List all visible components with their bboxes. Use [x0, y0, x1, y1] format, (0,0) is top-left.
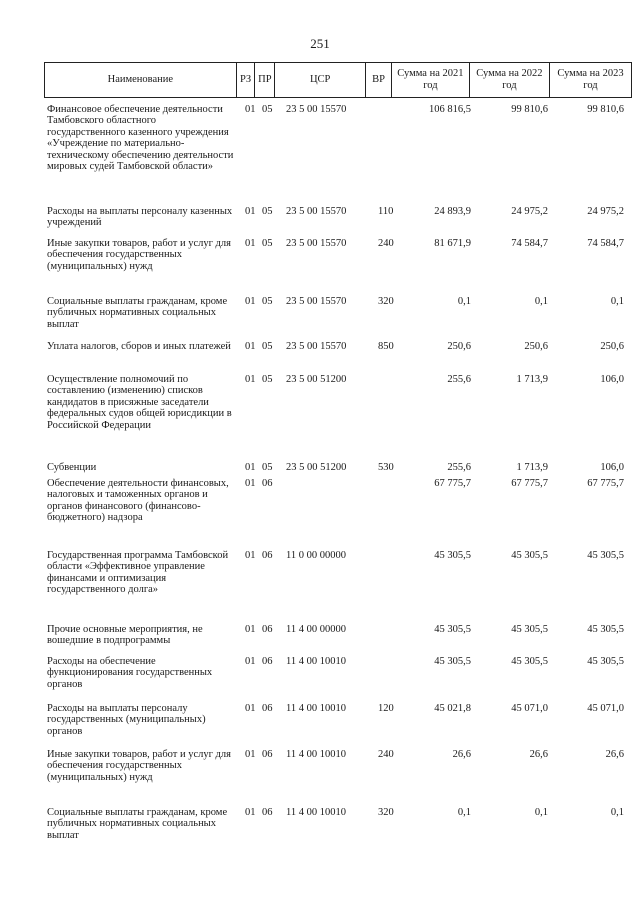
header-vr: ВР — [366, 63, 392, 97]
row-rz: 01 — [245, 703, 256, 714]
row-sum-2023: 67 775,7 — [587, 478, 624, 489]
row-sum-2022: 1 713,9 — [516, 374, 548, 385]
row-csr: 23 5 00 15570 — [286, 104, 347, 115]
row-pr: 06 — [262, 749, 273, 760]
row-sum-2021: 0,1 — [457, 296, 471, 307]
row-sum-2022: 24 975,2 — [511, 206, 548, 217]
row-sum-2021: 26,6 — [452, 749, 471, 760]
row-sum-2021: 250,6 — [447, 341, 471, 352]
row-rz: 01 — [245, 206, 256, 217]
row-rz: 01 — [245, 656, 256, 667]
row-sum-2021: 81 671,9 — [434, 238, 471, 249]
row-sum-2023: 45 305,5 — [587, 550, 624, 561]
header-sum-2021: Сумма на 2021 год — [392, 63, 470, 97]
row-name: Расходы на выплаты персоналу государственных (муниципальных) органов — [47, 703, 206, 737]
row-sum-2021: 67 775,7 — [434, 478, 471, 489]
row-vr: 120 — [378, 703, 394, 714]
row-csr: 11 4 00 10010 — [286, 749, 346, 760]
row-sum-2023: 24 975,2 — [587, 206, 624, 217]
row-sum-2022: 250,6 — [524, 341, 548, 352]
row-sum-2021: 255,6 — [447, 462, 471, 473]
row-vr: 110 — [378, 206, 394, 217]
row-sum-2021: 45 305,5 — [434, 624, 471, 635]
row-sum-2021: 0,1 — [457, 807, 471, 818]
row-name: Государственная программа Тамбовской области «Эффективное управление финансами и оптимизация государственного долга» — [47, 550, 229, 596]
row-pr: 05 — [262, 462, 273, 473]
row-pr: 06 — [262, 807, 273, 818]
row-rz: 01 — [245, 478, 256, 489]
header-csr: ЦСР — [275, 63, 366, 97]
row-rz: 01 — [245, 296, 256, 307]
row-csr: 23 5 00 15570 — [286, 341, 347, 352]
row-rz: 01 — [245, 462, 256, 473]
row-sum-2021: 45 305,5 — [434, 656, 471, 667]
row-csr: 11 4 00 10010 — [286, 703, 346, 714]
page-number: 251 — [310, 36, 330, 51]
row-sum-2022: 0,1 — [534, 807, 548, 818]
row-vr: 240 — [378, 749, 394, 760]
row-sum-2023: 106,0 — [600, 374, 624, 385]
row-name: Социальные выплаты гражданам, кроме публичных нормативных социальных выплат — [47, 807, 228, 841]
row-sum-2022: 1 713,9 — [516, 462, 548, 473]
row-name: Финансовое обеспечение деятельности Тамбовского областного государственного казенного учреждения «Учреждение по материально-техническому обеспечению деятельности мировых судей Тамбовской области» — [47, 104, 234, 173]
row-sum-2022: 67 775,7 — [511, 478, 548, 489]
header-sum-2022: Сумма на 2022 год — [470, 63, 550, 97]
row-name: Иные закупки товаров, работ и услуг для обеспечения государственных (муниципальных) нужд — [47, 238, 231, 272]
row-name: Обеспечение деятельности финансовых, налоговых и таможенных органов и органов финансового (финансово-бюджетного) надзора — [47, 478, 229, 524]
row-name: Расходы на выплаты персоналу казенных учреждений — [47, 206, 233, 229]
row-name: Социальные выплаты гражданам, кроме публичных нормативных социальных выплат — [47, 296, 228, 330]
row-vr: 850 — [378, 341, 394, 352]
header-name: Наименование — [45, 63, 237, 97]
row-rz: 01 — [245, 238, 256, 249]
row-pr: 05 — [262, 296, 273, 307]
row-name: Осуществление полномочий по составлению (изменению) списков кандидатов в присяжные заседатели федеральных судов общей юрисдикции в Российской Федерации — [47, 374, 232, 431]
row-sum-2022: 45 071,0 — [511, 703, 548, 714]
row-rz: 01 — [245, 550, 256, 561]
row-sum-2023: 99 810,6 — [587, 104, 624, 115]
row-sum-2022: 45 305,5 — [511, 624, 548, 635]
header-rz: РЗ — [237, 63, 256, 97]
row-pr: 05 — [262, 206, 273, 217]
row-sum-2023: 45 305,5 — [587, 656, 624, 667]
row-sum-2022: 45 305,5 — [511, 656, 548, 667]
row-sum-2023: 26,6 — [605, 749, 624, 760]
row-pr: 05 — [262, 341, 273, 352]
row-pr: 05 — [262, 374, 273, 385]
row-sum-2022: 74 584,7 — [511, 238, 548, 249]
row-name: Субвенции — [47, 462, 97, 473]
row-pr: 05 — [262, 104, 273, 115]
row-pr: 05 — [262, 238, 273, 249]
row-name: Иные закупки товаров, работ и услуг для обеспечения государственных (муниципальных) нужд — [47, 749, 231, 783]
row-name: Прочие основные мероприятия, не вошедшие в подпрограммы — [47, 624, 203, 647]
row-sum-2023: 45 305,5 — [587, 624, 624, 635]
row-sum-2022: 99 810,6 — [511, 104, 548, 115]
row-csr: 11 4 00 00000 — [286, 624, 346, 635]
row-csr: 23 5 00 51200 — [286, 374, 347, 385]
row-sum-2022: 45 305,5 — [511, 550, 548, 561]
row-vr: 530 — [378, 462, 394, 473]
row-csr: 11 4 00 10010 — [286, 807, 346, 818]
row-csr: 23 5 00 15570 — [286, 206, 347, 217]
row-vr: 240 — [378, 238, 394, 249]
row-csr: 23 5 00 51200 — [286, 462, 347, 473]
row-rz: 01 — [245, 341, 256, 352]
row-sum-2022: 0,1 — [534, 296, 548, 307]
row-rz: 01 — [245, 374, 256, 385]
row-rz: 01 — [245, 749, 256, 760]
row-sum-2023: 45 071,0 — [587, 703, 624, 714]
row-vr: 320 — [378, 807, 394, 818]
row-sum-2021: 45 305,5 — [434, 550, 471, 561]
table-header — [44, 62, 632, 98]
row-csr: 23 5 00 15570 — [286, 296, 347, 307]
row-csr: 11 0 00 00000 — [286, 550, 346, 561]
header-sum-2023: Сумма на 2023 год — [557, 68, 624, 91]
row-sum-2021: 106 816,5 — [429, 104, 471, 115]
row-sum-2023: 106,0 — [600, 462, 624, 473]
row-pr: 06 — [262, 703, 273, 714]
row-sum-2023: 0,1 — [610, 296, 624, 307]
row-pr: 06 — [262, 478, 273, 489]
row-sum-2023: 0,1 — [610, 807, 624, 818]
row-rz: 01 — [245, 104, 256, 115]
row-csr: 11 4 00 10010 — [286, 656, 346, 667]
row-vr: 320 — [378, 296, 394, 307]
header-pr: ПР — [255, 63, 275, 97]
row-sum-2022: 26,6 — [529, 749, 548, 760]
row-sum-2023: 250,6 — [600, 341, 624, 352]
row-sum-2021: 255,6 — [447, 374, 471, 385]
row-name: Расходы на обеспечение функционирования государственных органов — [47, 656, 213, 690]
row-pr: 06 — [262, 550, 273, 561]
row-name: Уплата налогов, сборов и иных платежей — [47, 341, 231, 352]
row-sum-2021: 24 893,9 — [434, 206, 471, 217]
row-rz: 01 — [245, 807, 256, 818]
row-sum-2021: 45 021,8 — [434, 703, 471, 714]
row-csr: 23 5 00 15570 — [286, 238, 347, 249]
row-pr: 06 — [262, 624, 273, 635]
row-sum-2023: 74 584,7 — [587, 238, 624, 249]
row-rz: 01 — [245, 624, 256, 635]
row-pr: 06 — [262, 656, 273, 667]
